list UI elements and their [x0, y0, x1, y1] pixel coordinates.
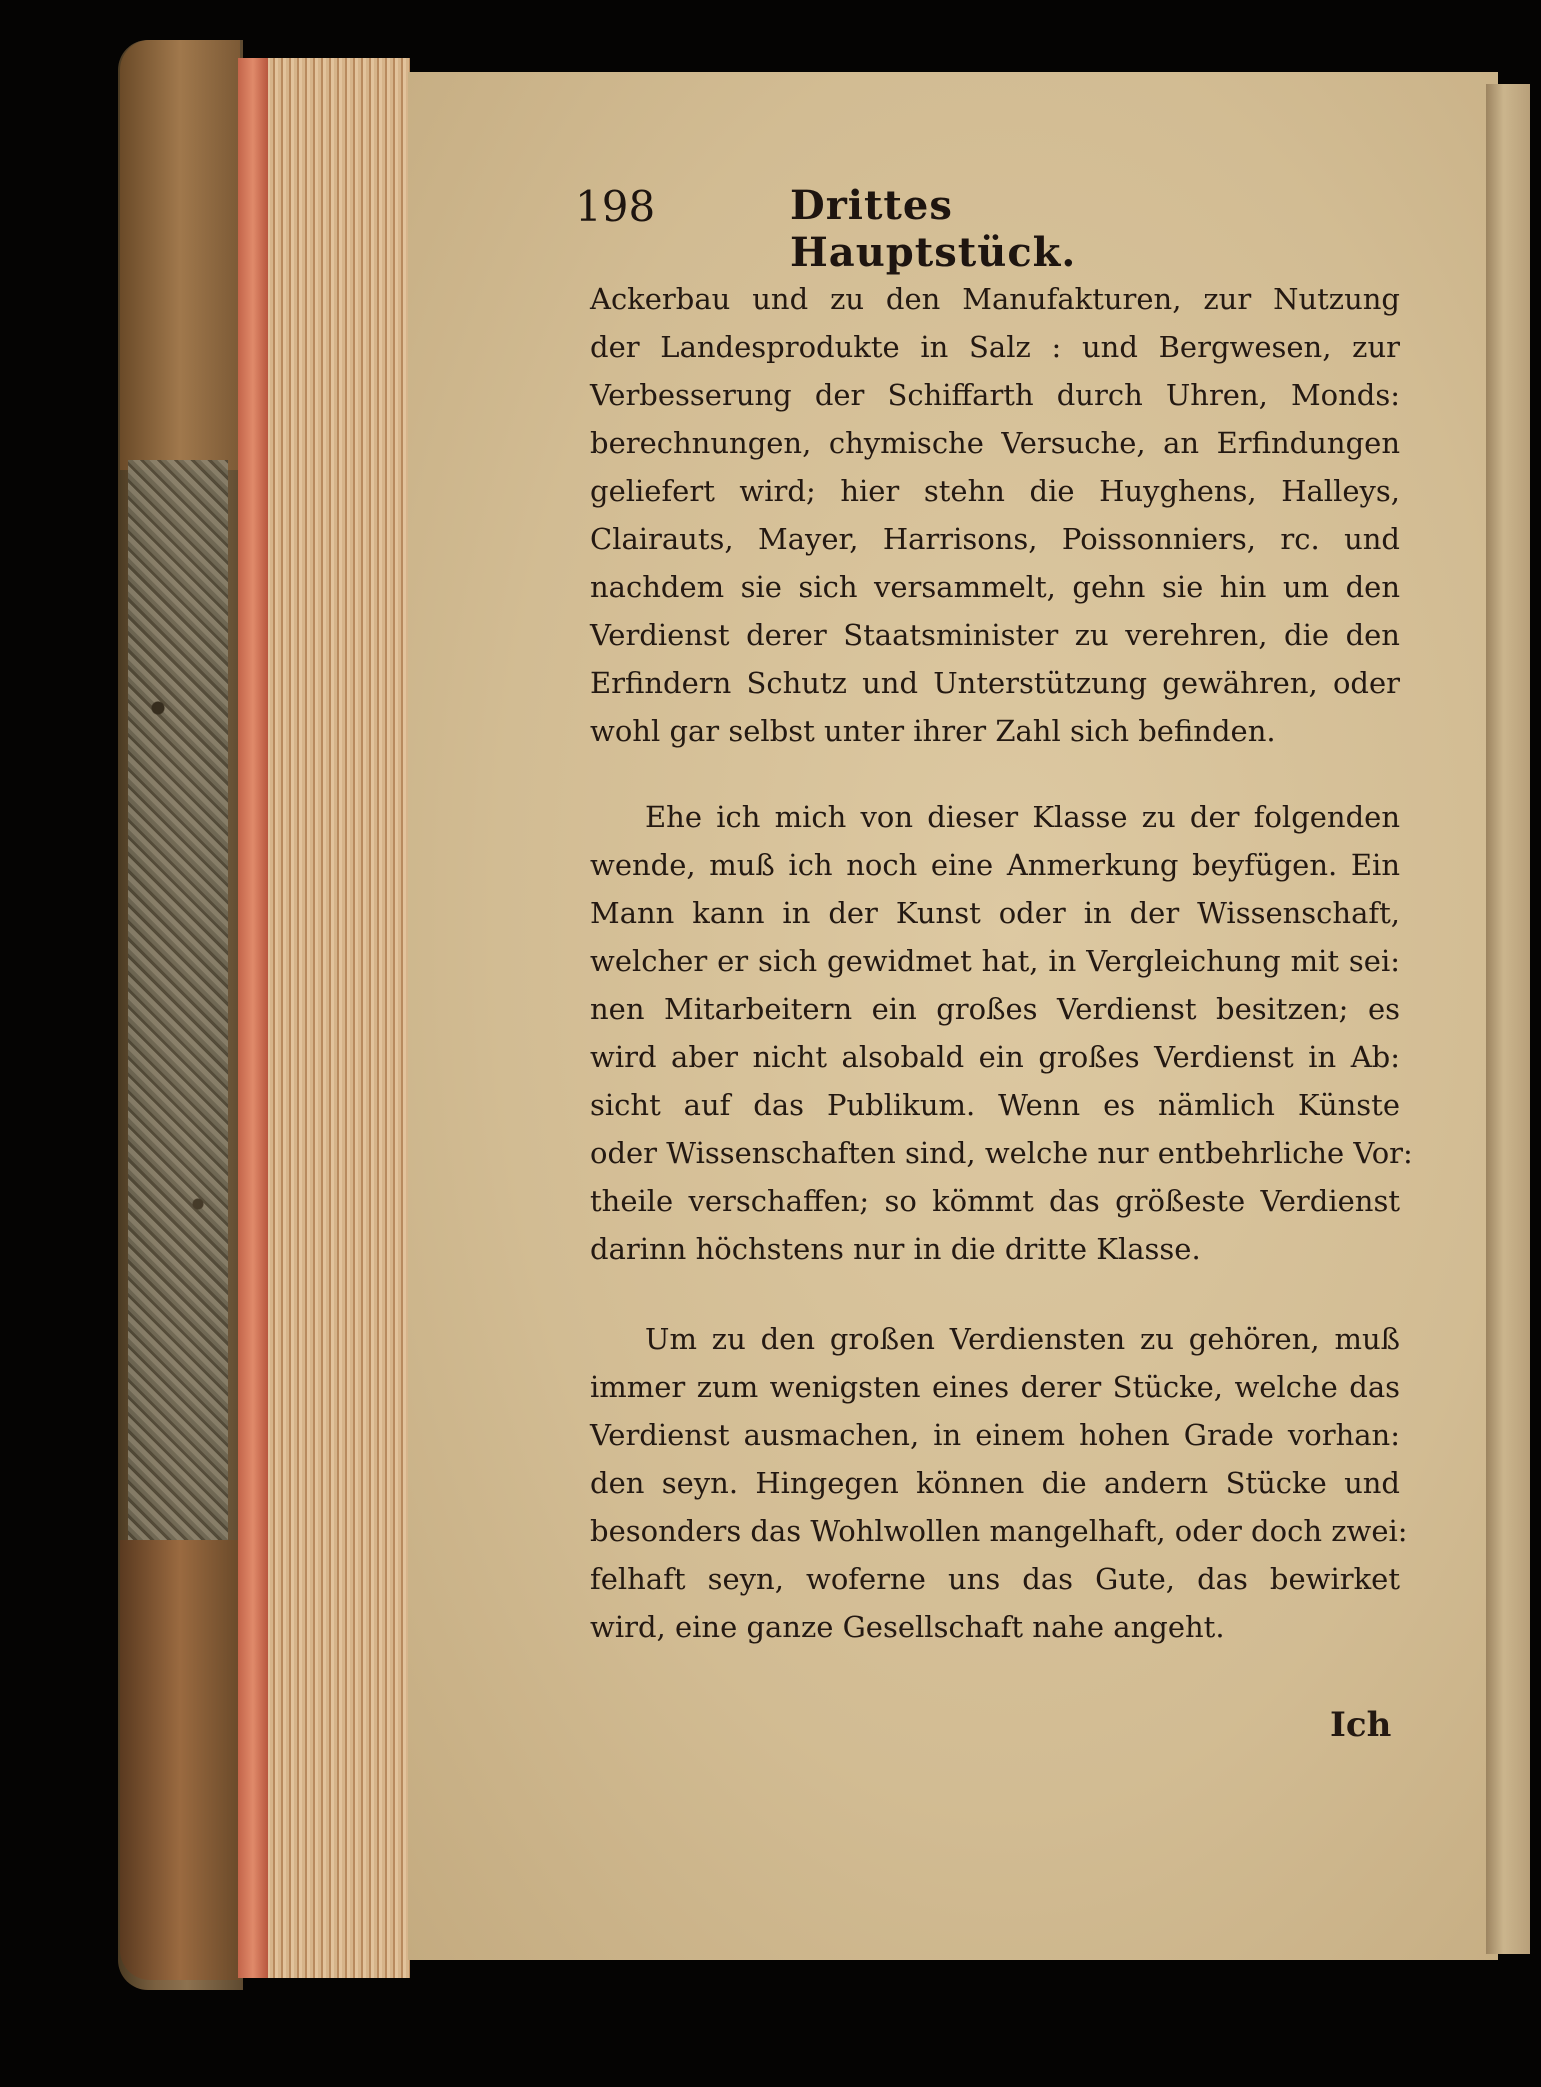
- text-line: besonders das Wohlwollen mangelhaft, oder doch zwei:: [590, 1514, 1408, 1548]
- text-line: Ehe ich mich von dieser Klasse zu der folgenden: [645, 800, 1400, 834]
- text-line: sicht auf das Publikum. Wenn es nämlich Künste: [590, 1088, 1400, 1122]
- spine-marbled-paper: [128, 460, 228, 1700]
- text-line: wird aber nicht alsobald ein großes Verdienst in Ab:: [590, 1040, 1400, 1074]
- text-line: den seyn. Hingegen können die andern Stücke und: [590, 1466, 1400, 1500]
- text-line: wende, muß ich noch eine Anmerkung beyfügen. Ein: [590, 848, 1400, 882]
- text-line: Verdienst derer Staatsminister zu verehren, die den: [590, 618, 1400, 652]
- text-line: welcher er sich gewidmet hat, in Vergleichung mit sei:: [590, 944, 1400, 978]
- text-line: oder Wissenschaften sind, welche nur entbehrliche Vor:: [590, 1136, 1413, 1170]
- text-line: Clairauts, Mayer, Harrisons, Poissonniers, rc. und: [590, 522, 1400, 556]
- text-line: Erfindern Schutz und Unterstützung gewähren, oder: [590, 666, 1400, 700]
- text-line: wohl gar selbst unter ihrer Zahl sich befinden.: [590, 714, 1276, 748]
- text-line: darinn höchstens nur in die dritte Klasse.: [590, 1232, 1201, 1266]
- text-line: Ackerbau und zu den Manufakturen, zur Nutzung: [590, 282, 1400, 316]
- page-edges-red: [238, 58, 268, 1978]
- text-line: der Landesprodukte in Salz : und Bergwesen, zur: [590, 330, 1400, 364]
- text-line: geliefert wird; hier stehn die Huyghens, Halleys,: [590, 474, 1400, 508]
- text-line: felhaft seyn, woferne uns das Gute, das bewirket: [590, 1562, 1400, 1596]
- text-line: nen Mitarbeitern ein großes Verdienst besitzen; es: [590, 992, 1400, 1026]
- running-head: Drittes Hauptstück.: [790, 182, 1077, 276]
- spine-leather-top: [120, 40, 240, 470]
- page-header: [575, 182, 1215, 276]
- text-line: immer zum wenigsten eines derer Stücke, welche das: [590, 1370, 1400, 1404]
- text-line: berechnungen, chymische Versuche, an Erfindungen: [590, 426, 1400, 460]
- text-line: wird, eine ganze Gesellschaft nahe angeht.: [590, 1610, 1225, 1644]
- text-line: Mann kann in der Kunst oder in der Wissenschaft,: [590, 896, 1400, 930]
- text-line: theile verschaffen; so kömmt das größeste Verdienst: [590, 1184, 1400, 1218]
- page-number: 198: [575, 182, 656, 231]
- text-line: nachdem sie sich versammelt, gehn sie hin um den: [590, 570, 1400, 604]
- text-line: Verbesserung der Schiffarth durch Uhren, Monds:: [590, 378, 1400, 412]
- text-line: Um zu den großen Verdiensten zu gehören, muß: [645, 1322, 1400, 1356]
- spine-leather-bottom: [120, 1540, 240, 1980]
- text-line: Verdienst ausmachen, in einem hohen Grade vorhan:: [590, 1418, 1400, 1452]
- catchword: Ich: [1330, 1705, 1392, 1745]
- page-gutter: [1486, 84, 1530, 1954]
